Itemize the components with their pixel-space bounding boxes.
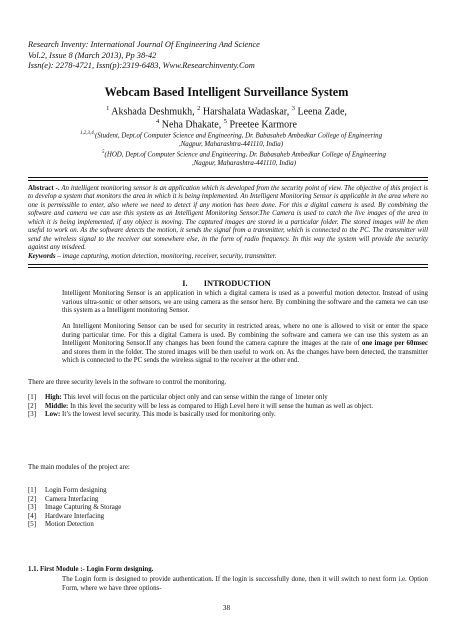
list-number: [3] <box>28 504 37 512</box>
intro-bold: one image per 60msec <box>361 340 428 347</box>
abstract-top-rule <box>28 180 428 181</box>
affiliation-text: (HOD, Dept.of Computer Science and Engineering, Dr. Babasaheb Ambedkar College of Engineering <box>104 151 386 159</box>
modules-intro <box>28 464 428 473</box>
section-heading <box>0 279 453 288</box>
intro-text: Intelligent Monitoring Sensor is an application in which a digital camera is used as a powerful motion detector. Instead of using various ultra-sonic or other sensors, we are using camera as the sensor here. By combining the software and the camera we can use this system as a Intelligent monitoring Sensor. <box>62 290 428 314</box>
first-module-paragraph <box>28 576 428 593</box>
list-item <box>28 521 428 530</box>
list-item <box>28 487 428 496</box>
abstract-label: Abstract -. <box>28 185 60 192</box>
author-sup: 1 <box>106 105 110 112</box>
module-text: Hardware Interfacing <box>45 512 105 520</box>
first-module-text: The Login form is designed to provide authentication. If the login is successfully done, then it will switch to next form i.e. Option Form, where we have three options- <box>62 576 428 592</box>
journal-volume: Vol.2, Issue 8 (March 2013), Pp 38-42 <box>28 50 157 60</box>
affiliation-sup: 1,2,3,4, <box>79 131 95 136</box>
security-levels-list <box>28 394 428 420</box>
list-item <box>28 496 428 505</box>
abstract-top-rule <box>28 177 428 178</box>
paper-title: Webcam Based Intelligent Surveillance System <box>104 85 349 99</box>
level-text: In this level the security will be less as compared to High Level here it will sense the human as well as object. <box>68 402 373 410</box>
affiliation-text: ,Nagpur, Maharashtra-441110, India) <box>178 140 284 148</box>
intro-text: and stores them in the folder. The stored images will be then useful to work on. As the changes have been detected, the transmitter which is connected to the PC sends the wireless signal to the receiver at the other end. <box>62 348 428 364</box>
module-text: Image Capturing & Storage <box>45 504 122 512</box>
list-number: [3] <box>28 411 37 419</box>
level-text: It’s the lowest level security. This mode is basically used for monitoring only. <box>60 411 276 419</box>
author-name: Neha Dhakate, <box>161 119 224 131</box>
keywords-bottom-rule <box>28 264 428 265</box>
level-label: Middle: <box>45 402 69 410</box>
author-name: Harshalata Wadaskar, <box>202 106 292 118</box>
keywords-label: Keywords <box>28 253 56 260</box>
list-item <box>28 513 428 522</box>
abstract <box>28 185 428 253</box>
journal-name: Research Inventy: International Journal Of Engineering And Science <box>28 40 260 49</box>
author-name: Preetee Karmore <box>229 119 297 131</box>
level-text: This level will focus on the particular object only and can sense within the range of 1meter only <box>61 394 328 401</box>
intro-paragraph-1 <box>28 290 428 316</box>
intro-text: There are three security levels in the software to control the monitoring. <box>28 379 227 386</box>
level-label: High: <box>45 394 62 401</box>
list-number: [1] <box>28 394 37 401</box>
keywords-bottom-rule <box>28 267 428 268</box>
module-text: Motion Detection <box>45 521 94 529</box>
author-sup: 3 <box>291 105 295 112</box>
section-number: I. <box>182 279 188 288</box>
affiliation-student <box>36 130 426 149</box>
list-number: [1] <box>28 487 37 494</box>
author-sup: 5 <box>223 118 227 125</box>
affiliation-text: (Student, Dept.of Computer Science and Engineering, Dr. Babasaheb Ambedkar College of Engineering <box>94 132 383 140</box>
subsection-heading: 1.1. First Module :- Login Form designing. <box>28 566 154 573</box>
level-label: Low: <box>45 411 61 419</box>
intro-paragraph-2 <box>28 323 428 366</box>
list-item <box>28 394 428 403</box>
affiliation-sup: 5 <box>102 150 105 155</box>
list-number: [2] <box>28 402 37 410</box>
keywords <box>28 253 428 261</box>
list-item <box>28 403 428 412</box>
journal-issn: Issn(e): 2278-4721, Issn(p):2319-6483, Www.Researchinventy.Com <box>28 61 255 70</box>
author-name: Akshada Deshmukh, <box>111 106 198 118</box>
modules-intro-text: The main modules of the project are: <box>28 464 130 471</box>
modules-list <box>28 487 428 530</box>
author-name: Leena Zade, <box>297 106 347 118</box>
affiliation-text: ,Nagpur, Maharashtra-441110, India) <box>191 159 297 167</box>
author-sup: 2 <box>197 105 201 112</box>
author-sup: 4 <box>156 118 160 125</box>
list-number: [5] <box>28 521 37 529</box>
module-text: Camera Interfacing <box>45 495 99 503</box>
intro-paragraph-3 <box>28 379 428 388</box>
section-title: INTRODUCTION <box>203 279 271 288</box>
list-number: [4] <box>28 512 37 520</box>
affiliation-hod <box>52 149 436 168</box>
list-number: [2] <box>28 495 37 503</box>
page-number: 38 <box>222 604 231 612</box>
abstract-text: An intelligent monitoring sensor is an application which is developed from the security point of view. The objective of this project is to develop a system that monitors the area in which it is being implemented. An Intelligent Monitoring Sensor is applicable in the area where no one is permissible to enter, also where we need to detect if any motion has been done. For this a digital camera is used. By combining the software and camera we can use this system as an Intelligent Monitoring Sensor.The Camera is used to catch the live images of the area in which it is being implemented, if any object is moving. The captured images are stored in a particular folder. The stored images will be then useful to work on. As the software detects the motion, it sends the signal from a transmitter, which is connected to the PC. The transmitter will send the wireless signal to the receiver out somewhere else, in the form of radio frequency. In this way the system will provide the security against any misdeed. <box>28 185 428 252</box>
intro-text: An Intelligent Monitoring Sensor can be used for security in restricted areas, where no one is allowed to visit or enter the space during particular time. For this a digital Camera is used. By combining the software and camera we can use this system as an Intelligent Monitoring Sensor.If any changes has been found the camera capture the images at the rate of <box>62 323 428 347</box>
list-item <box>28 504 428 513</box>
keywords-text: – image capturing, motion detection, monitoring, receiver, security, transmitter. <box>55 253 277 260</box>
module-text: Login Form designing <box>45 487 107 494</box>
journal-header <box>28 40 260 72</box>
list-item <box>28 411 428 420</box>
